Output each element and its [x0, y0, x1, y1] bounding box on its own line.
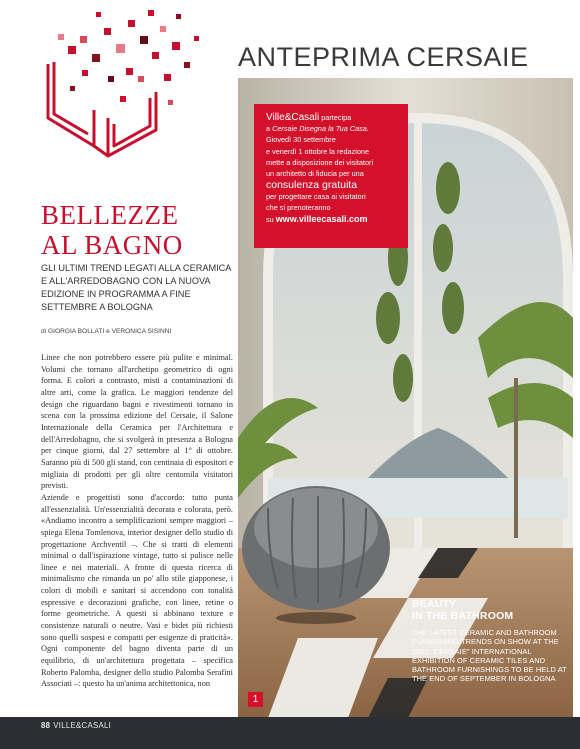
photo-caption: [412, 598, 572, 684]
body-paragraph: Aziende e progettisti sono d'accordo: tutto punta all'essenzialità. Un'essenzialità decorata e colorata, però. «Andiamo incontro a semplificazioni sempre maggiori – spiega Elena Tomlenova, interior designer dello studio di progettazione Archventil –. Che si tratti di elementi minimal o dall'ispirazione vintage, tutto si pulisce nelle linee e nei materiali. A fronte di questa ricerca di minimalismo che rimanda un po' allo stile giapponese, i colori di mobili e sanitari si accendono con tonalità espressive e decorazioni grafiche, con linee, retine o forme geometriche. A questi si abbinano texture e consistenze naturali o neutre. Vasi e bidet più richiesti sono quelli sospesi e compatti per esigenze di praticità». Ogni componente del bagno diventa parte di un equilibrio, di un'architettura progettata – specifica Roberto Palomba, designer dello studio Palomba Serafini Associati –: questo ha un'anima architettonica, non: [41, 492, 233, 689]
caption-text: THE LATEST CERAMIC AND BATHROOM FURNISHING TRENDS ON SHOW AT THE 2021 "CERSAIE" INTERNATIONAL EXHIBITION OF CERAMIC TILES AND BATHROOM FURNISHINGS TO BE HELD AT THE END OF SEPTEMBER IN BOLOGNA: [412, 628, 567, 684]
promo-event-name: Cersaie Disegna la Tua Casa.: [272, 124, 369, 134]
promo-line-8: per progettare casa ai visitatori: [266, 192, 366, 202]
headline-line-1: BELLEZZE: [41, 200, 179, 230]
promo-line-3: Giovedì 30 settembre: [266, 135, 336, 145]
caption-title-line-2: IN THE BATHROOM: [412, 610, 514, 622]
page-number: 88: [41, 721, 51, 730]
promo-brand: Ville&Casali: [266, 112, 320, 123]
page-folio: [41, 721, 111, 730]
promo-line-4: e venerdì 1 ottobre la redazione: [266, 146, 370, 156]
promo-text: a: [266, 124, 271, 134]
promo-box: [254, 104, 408, 248]
promo-line-6: un architetto di fiducia per una: [266, 169, 364, 179]
caption-title: [412, 598, 572, 622]
image-number-marker: 1: [248, 692, 263, 707]
promo-line-5: mette a disposizione dei visitatori: [266, 157, 374, 167]
caption-title-line-1: BEAUTY: [412, 598, 457, 610]
promo-text: partecipa: [321, 113, 352, 122]
promo-line-1: [266, 112, 402, 123]
section-title: ANTEPRIMA CERSAIE: [238, 42, 529, 72]
article-headline: [41, 200, 241, 260]
promo-highlight: consulenza gratuita: [266, 179, 358, 192]
headline-line-2: AL BAGNO: [41, 230, 183, 260]
ville-casali-logo-graphic: [8, 6, 208, 174]
byline-prefix: di: [41, 328, 47, 335]
article-body: [41, 352, 233, 704]
publication-name: VILLE&CASALI: [53, 721, 112, 730]
promo-line-2: [266, 123, 402, 134]
promo-text: su: [266, 214, 274, 224]
byline-authors: GIORGIA BOLLATI e VERONICA SISINNI: [47, 328, 172, 335]
promo-website-link[interactable]: www.villeecasali.com: [275, 213, 368, 224]
article-byline: [41, 328, 231, 335]
promo-line-9: che si prenoteranno: [266, 203, 331, 213]
promo-line-10: [266, 214, 402, 225]
article-subhead: GLI ULTIMI TREND LEGATI ALLA CERAMICA E ALL'ARREDOBAGNO CON LA NUOVA EDIZIONE IN PROGRAMMA A FINE SETTEMBRE A BOLOGNA: [41, 263, 231, 312]
body-paragraph: Linee che non potrebbero essere più pulite e minimal. Volumi che tornano all'archetipo geometrico di ogni forma. E colori a contrasto, misti a contaminazioni di altre arti, come la grafica. Le maggiori tendenze del design che riguardano bagni e rivestimenti tornano in scena con la prossima edizione del Cersaie, il Salone Internazionale della Ceramica per l'Architettura e dell'Arredobagno, che si svolgerà in presenza a Bologna per cinque giorni, dal 27 settembre al 1° di ottobre. Saranno più di 500 gli stand, con centinaia di espositori e migliaia di prodotti per gli oltre centomila visitatori previsti.: [41, 353, 233, 491]
